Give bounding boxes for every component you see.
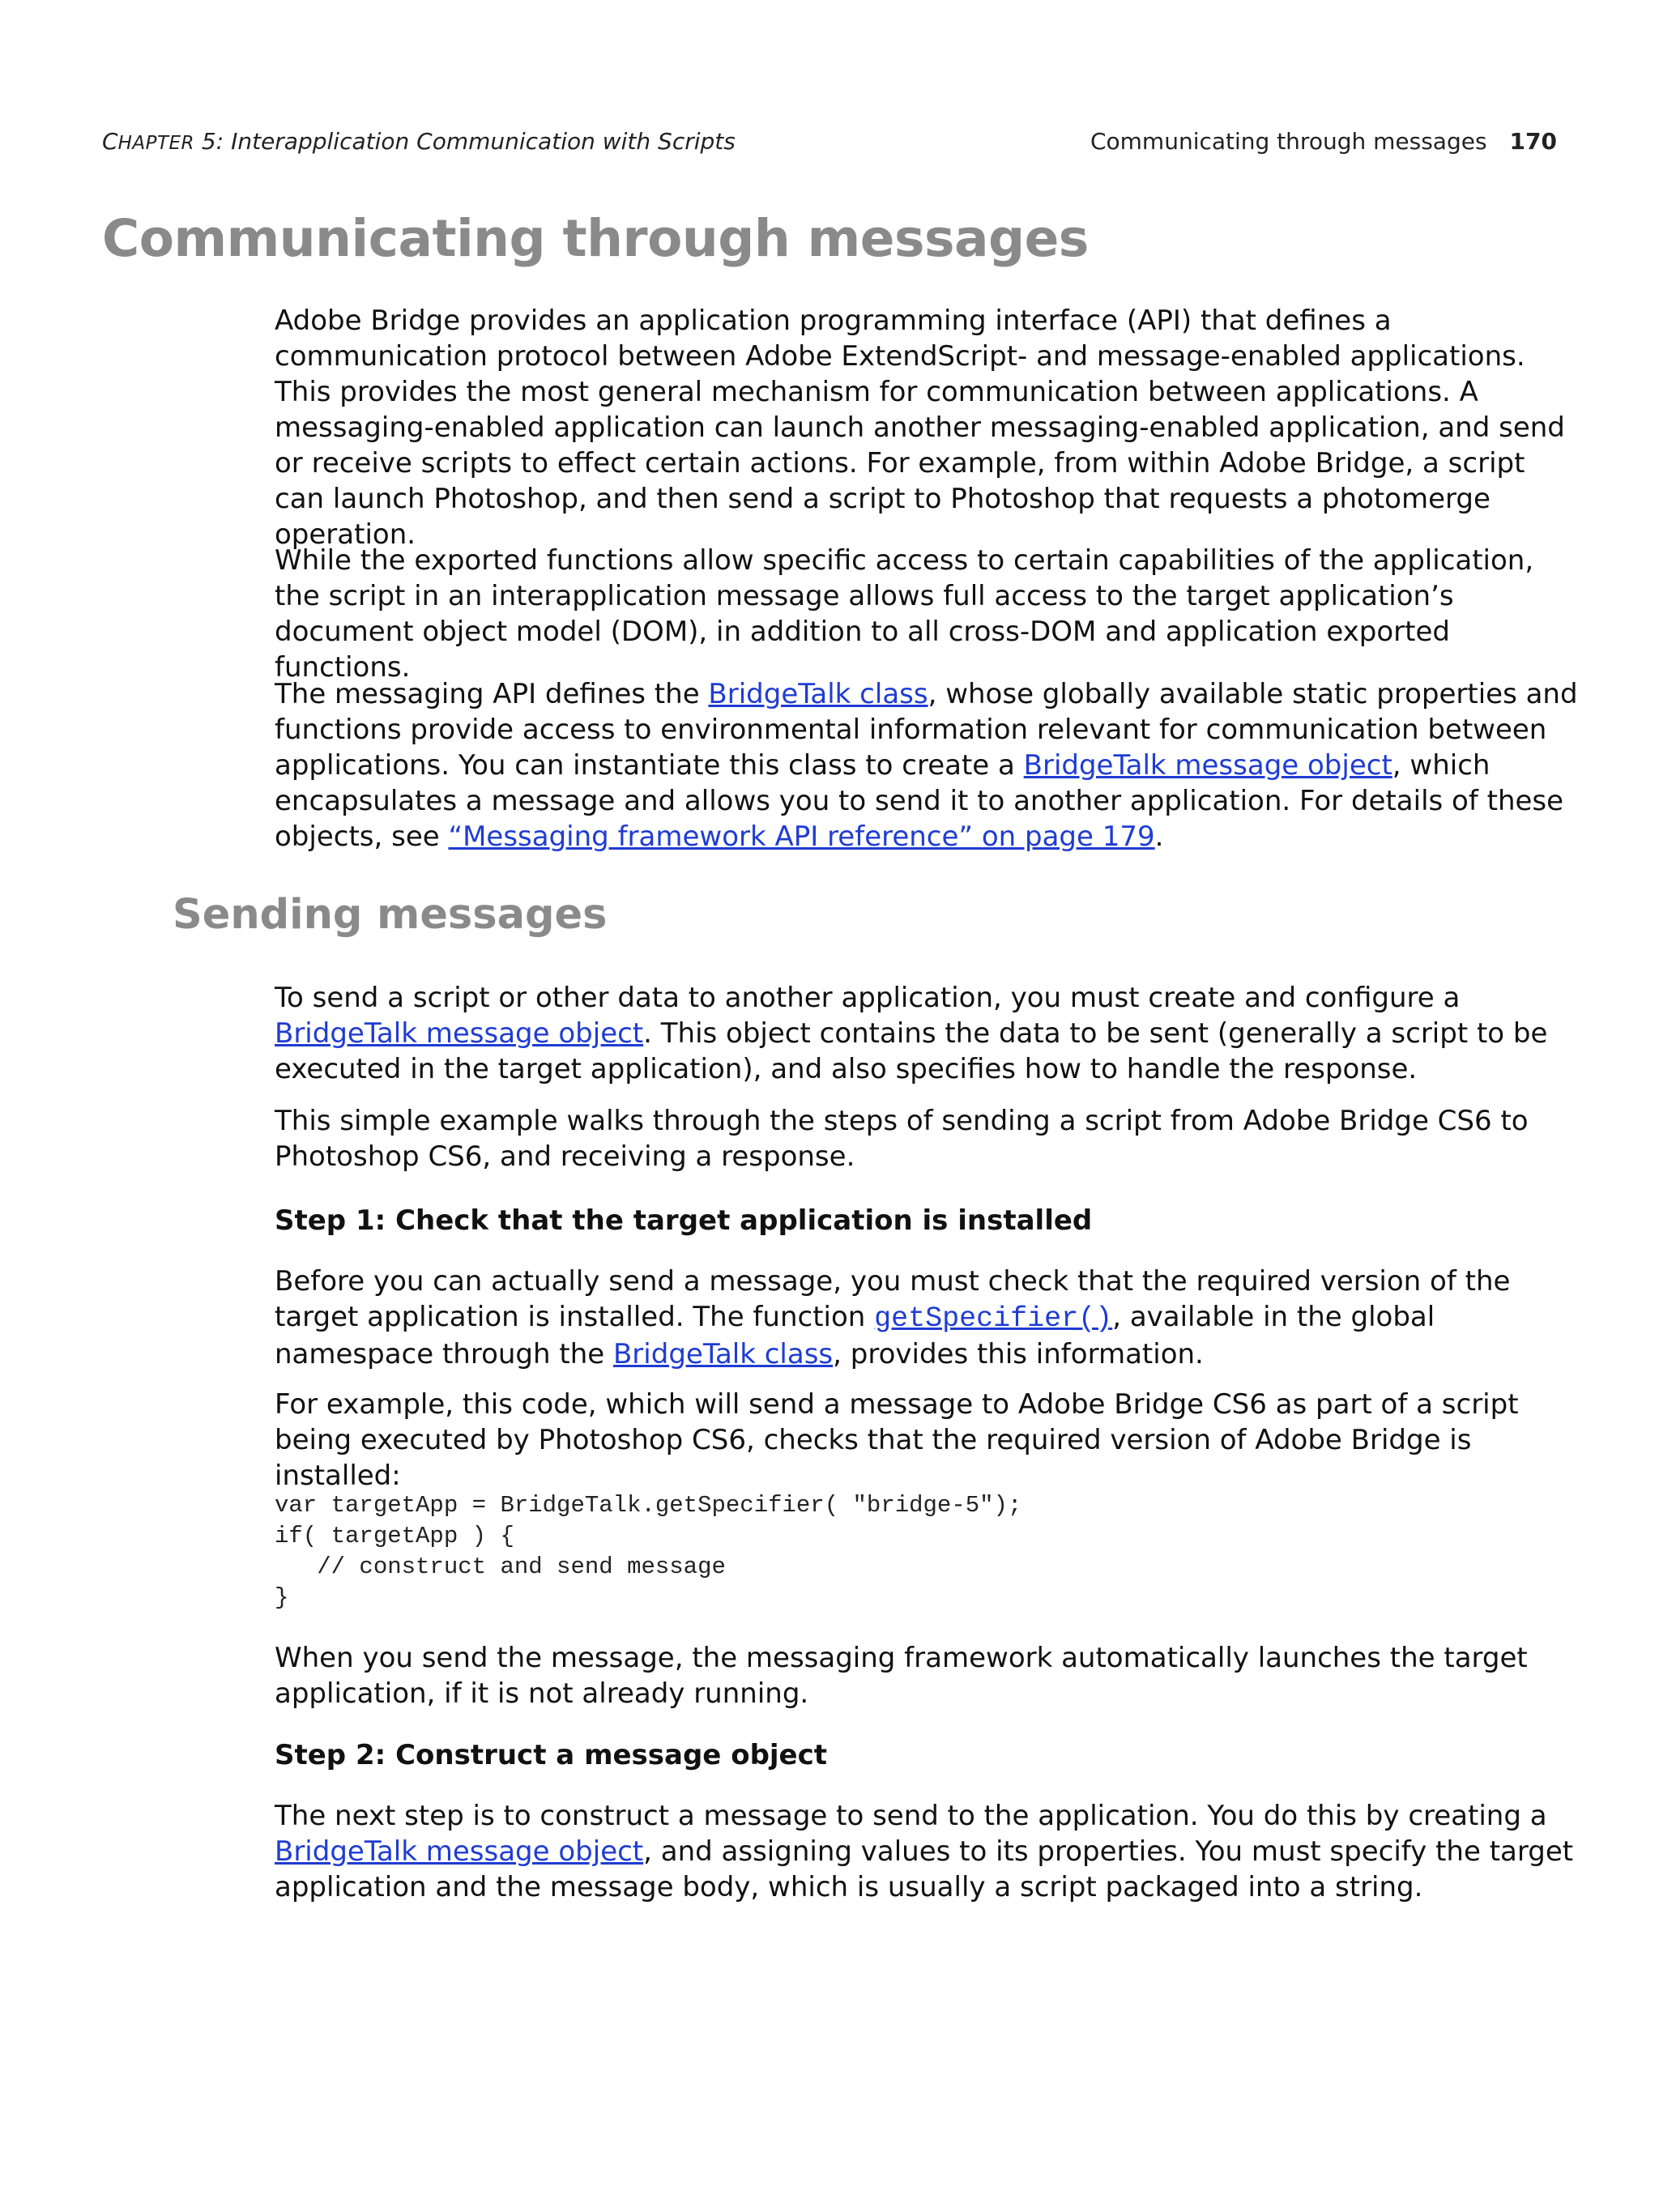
sending-text-1: To send a script or other data to another application, you must create and configure a BridgeTalk message object. This object contains the data to be sent (generally a script to be executed in the target application), and also specifies how to handle the response. <box>275 982 1548 1085</box>
chapter-smallcaps: HAPTER <box>117 133 195 154</box>
step1-paragraph-3 <box>275 1640 1579 1711</box>
intro-text-3: The messaging API defines the BridgeTalk class, whose globally available static properties and functions provide access to environmental information relevant for communication between applications. You can instantiate this class to create a BridgeTalk message object, which encapsulates a message and allows you to send it to another application. For details of these objects, see “Messaging framework API reference” on page 179. <box>275 678 1578 853</box>
step1-heading: Step 1: Check that the target application is installed <box>275 1204 1093 1237</box>
sending-text-2: This simple example walks through the steps of sending a script from Adobe Bridge CS6 to Photoshop CS6, and receiving a response. <box>275 1105 1529 1173</box>
intro-text-2: While the exported functions allow specific access to certain capabilities of the application, the script in an interapplication message allows full access to the target application’s document object model (DOM), in addition to all cross-DOM and application exported functions. <box>275 544 1534 684</box>
code-line: var targetApp = BridgeTalk.getSpecifier( "bridge-5"); <box>275 1492 1022 1519</box>
step1-text-1: Before you can actually send a message, you must check that the required version of the target application is installed. The function getSpecifier(), available in the global namespace through the BridgeTalk class, provides this information. <box>275 1265 1511 1370</box>
step1-paragraph-2 <box>275 1387 1579 1494</box>
step1-paragraph-1 <box>275 1264 1579 1372</box>
step1-text-3: When you send the message, the messaging framework automatically launches the target application, if it is not already running. <box>275 1642 1528 1710</box>
step2-paragraph-1 <box>275 1798 1579 1905</box>
link-bridgetalk-class[interactable]: BridgeTalk class <box>708 678 928 710</box>
link-bridgetalk-message-object[interactable]: BridgeTalk message object <box>275 1017 644 1050</box>
intro-text-1: Adobe Bridge provides an application programming interface (API) that defines a communication protocol between Adobe ExtendScript- and message-enabled applications. This provides the most general mechanism for communication between applications. A messaging-enabled application can launch another messaging-enabled application, and send or receive scripts to effect certain actions. For example, from within Adobe Bridge, a script can launch Photoshop, and then send a script to Photoshop that requests a photomerge operation. <box>275 305 1565 551</box>
header-right <box>1090 128 1557 155</box>
code-getspecifier[interactable]: getSpecifier() <box>874 1302 1113 1335</box>
code-example <box>275 1490 1579 1613</box>
page-title: Communicating through messages <box>102 209 1089 268</box>
link-messaging-framework-api-reference[interactable]: “Messaging framework API reference” on page 179 <box>448 820 1155 853</box>
section-heading-sending-messages: Sending messages <box>173 891 608 939</box>
code-line: } <box>275 1584 289 1611</box>
running-header <box>102 128 1557 160</box>
step2-heading: Step 2: Construct a message object <box>275 1739 828 1771</box>
page-number: 170 <box>1509 128 1557 155</box>
intro-paragraph-3 <box>275 676 1579 855</box>
chapter-initial: C <box>102 128 118 155</box>
code-line: // construct and send message <box>275 1554 726 1580</box>
link-bridgetalk-message-object[interactable]: BridgeTalk message object <box>1023 749 1392 782</box>
link-bridgetalk-class[interactable]: BridgeTalk class <box>612 1338 834 1370</box>
step2-heading-block <box>275 1737 1579 1773</box>
sending-paragraph-2 <box>275 1103 1579 1174</box>
header-section: Communicating through messages <box>1090 128 1487 155</box>
step2-text-1: The next step is to construct a message to send to the application. You do this by creating a BridgeTalk message object, and assigning values to its properties. You must specify the target application and the message body, which is usually a script packaged into a string. <box>275 1800 1574 1903</box>
link-bridgetalk-message-object[interactable]: BridgeTalk message object <box>275 1835 644 1868</box>
intro-paragraph-1 <box>275 303 1579 552</box>
code-line: if( targetApp ) { <box>275 1523 514 1549</box>
chapter-title <box>102 128 736 155</box>
step1-text-2: For example, this code, which will send a message to Adobe Bridge CS6 as part of a script being executed by Photoshop CS6, checks that the required version of Adobe Bridge is installed: <box>275 1388 1519 1492</box>
sending-paragraph-1 <box>275 980 1579 1087</box>
step1-heading-block <box>275 1203 1579 1238</box>
intro-paragraph-2 <box>275 543 1579 685</box>
chapter-name: 5: Interapplication Communication with Scripts <box>194 128 736 155</box>
